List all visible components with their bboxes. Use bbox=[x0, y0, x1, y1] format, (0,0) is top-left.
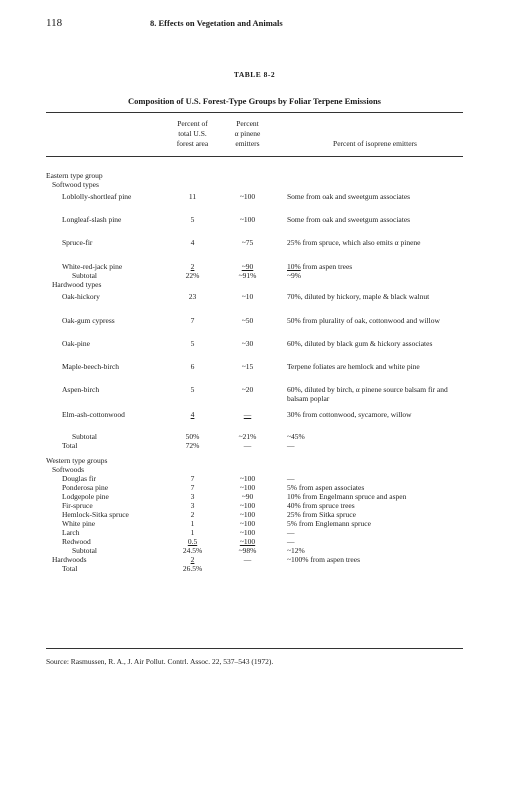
header-line: α pinene bbox=[234, 129, 261, 138]
cell-isoprene: 5% from Englemann spruce bbox=[287, 519, 371, 528]
row-label: White-red-jack pine bbox=[62, 262, 123, 271]
cell-forest-area: 2 bbox=[190, 510, 195, 519]
cell-alpha-pinene: ~100 bbox=[239, 501, 256, 510]
row-label: Eastern type group bbox=[46, 171, 103, 180]
row-label: Longleaf-slash pine bbox=[62, 215, 122, 224]
cell-forest-area: 2 bbox=[190, 555, 195, 564]
cell-forest-area: 50% bbox=[185, 432, 200, 441]
row-label: Softwood types bbox=[52, 180, 99, 189]
cell-isoprene: ~9% bbox=[287, 271, 302, 280]
cell-forest-area: 4 bbox=[190, 238, 195, 247]
running-head: 8. Effects on Vegetation and Animals bbox=[150, 18, 283, 28]
header-rule bbox=[46, 156, 463, 157]
cell-isoprene: Some from oak and sweetgum associates bbox=[287, 192, 411, 201]
cell-isoprene: ~100% from aspen trees bbox=[287, 555, 360, 564]
cell-forest-area: 1 bbox=[190, 519, 195, 528]
cell-isoprene: 30% from cottonwood, sycamore, willow bbox=[287, 410, 412, 419]
cell-alpha-pinene: — bbox=[243, 410, 252, 419]
row-label: Spruce-fir bbox=[62, 238, 93, 247]
table-title: Composition of U.S. Forest-Type Groups by Foliar Terpene Emissions bbox=[128, 96, 381, 106]
row-label: Hardwood types bbox=[52, 280, 102, 289]
cell-forest-area: 1 bbox=[190, 528, 195, 537]
row-label: Total bbox=[62, 441, 78, 450]
table-bottom-rule bbox=[46, 648, 463, 649]
row-label: Larch bbox=[62, 528, 80, 537]
cell-isoprene: 60%, diluted by black gum & hickory associates bbox=[287, 339, 433, 348]
cell-isoprene: 10% from Engelmann spruce and aspen bbox=[287, 492, 407, 501]
row-label: Lodgepole pine bbox=[62, 492, 109, 501]
cell-forest-area: 22% bbox=[185, 271, 200, 280]
row-label: Softwoods bbox=[52, 465, 85, 474]
cell-forest-area: 72% bbox=[185, 441, 200, 450]
row-label: Subtotal bbox=[72, 546, 98, 555]
cell-alpha-pinene: ~100 bbox=[239, 483, 256, 492]
cell-alpha-pinene: ~10 bbox=[241, 292, 254, 301]
cell-forest-area: 24.5% bbox=[182, 546, 203, 555]
row-label: Loblolly-shortleaf pine bbox=[62, 192, 132, 201]
row-label: Redwood bbox=[62, 537, 91, 546]
header-line: forest area bbox=[176, 139, 209, 148]
row-label: Total bbox=[62, 564, 78, 573]
cell-isoprene: Terpene foliates are hemlock and white pine bbox=[287, 362, 420, 371]
cell-isoprene: — bbox=[287, 441, 295, 450]
cell-alpha-pinene: ~15 bbox=[241, 362, 254, 371]
cell-isoprene: — bbox=[287, 528, 295, 537]
row-label: White pine bbox=[62, 519, 96, 528]
row-label: Oak-gum cypress bbox=[62, 316, 115, 325]
cell-alpha-pinene: — bbox=[243, 555, 252, 564]
cell-forest-area: 3 bbox=[190, 501, 195, 510]
cell-alpha-pinene: ~100 bbox=[239, 192, 256, 201]
cell-alpha-pinene: ~20 bbox=[241, 385, 254, 394]
row-label: Subtotal bbox=[72, 271, 98, 280]
cell-forest-area: 11 bbox=[188, 192, 197, 201]
header-line: total U.S. bbox=[178, 129, 207, 138]
row-label: Western type groups bbox=[46, 456, 108, 465]
cell-isoprene: 70%, diluted by hickory, maple & black walnut bbox=[287, 292, 430, 301]
row-label: Hardwoods bbox=[52, 555, 87, 564]
cell-alpha-pinene: ~90 bbox=[241, 262, 254, 271]
row-label: Aspen-birch bbox=[62, 385, 100, 394]
cell-forest-area: 7 bbox=[190, 316, 195, 325]
row-label: Maple-beech-birch bbox=[62, 362, 120, 371]
table-top-rule bbox=[46, 112, 463, 113]
cell-isoprene: — bbox=[287, 474, 295, 483]
header-line: Percent bbox=[236, 119, 259, 128]
cell-isoprene: 40% from spruce trees bbox=[287, 501, 355, 510]
cell-isoprene: 25% from Sitka spruce bbox=[287, 510, 356, 519]
cell-alpha-pinene: ~100 bbox=[239, 215, 256, 224]
cell-alpha-pinene: ~100 bbox=[239, 528, 256, 537]
cell-alpha-pinene: ~30 bbox=[241, 339, 254, 348]
row-label: Oak-hickory bbox=[62, 292, 100, 301]
cell-isoprene: ~12% bbox=[287, 546, 305, 555]
cell-forest-area: 4 bbox=[190, 410, 195, 419]
cell-alpha-pinene: ~100 bbox=[239, 537, 256, 546]
header-alpha-pinene bbox=[225, 119, 270, 149]
cell-forest-area: 7 bbox=[190, 474, 195, 483]
row-label: Oak-pine bbox=[62, 339, 90, 348]
row-label: Ponderosa pine bbox=[62, 483, 109, 492]
cell-forest-area: 23 bbox=[188, 292, 197, 301]
row-label: Hemlock-Sitka spruce bbox=[62, 510, 129, 519]
cell-alpha-pinene: ~100 bbox=[239, 474, 256, 483]
row-label: Douglas fir bbox=[62, 474, 96, 483]
cell-isoprene: 50% from plurality of oak, cottonwood and willow bbox=[287, 316, 440, 325]
cell-forest-area: 5 bbox=[190, 385, 195, 394]
cell-alpha-pinene: ~100 bbox=[239, 510, 256, 519]
cell-forest-area: 5 bbox=[190, 215, 195, 224]
cell-isoprene: 10% from aspen trees bbox=[287, 262, 353, 271]
source-note: Source: Rasmussen, R. A., J. Air Pollut. Contrl. Assoc. 22, 537–543 (1972). bbox=[46, 657, 274, 666]
row-label: Elm-ash-cottonwood bbox=[62, 410, 125, 419]
cell-forest-area: 6 bbox=[190, 362, 195, 371]
table-label: TABLE 8-2 bbox=[233, 70, 276, 79]
cell-isoprene: 5% from aspen associates bbox=[287, 483, 365, 492]
cell-isoprene: 25% from spruce, which also emits α pinene bbox=[287, 238, 421, 247]
cell-alpha-pinene: ~90 bbox=[241, 492, 254, 501]
cell-isoprene: Some from oak and sweetgum associates bbox=[287, 215, 411, 224]
cell-alpha-pinene: ~91% bbox=[238, 271, 257, 280]
cell-alpha-pinene: ~100 bbox=[239, 519, 256, 528]
cell-isoprene: — bbox=[287, 537, 295, 546]
cell-forest-area: 2 bbox=[190, 262, 195, 271]
cell-alpha-pinene: ~50 bbox=[241, 316, 254, 325]
cell-alpha-pinene: ~21% bbox=[238, 432, 257, 441]
header-line: Percent of bbox=[177, 119, 208, 128]
cell-forest-area: 5 bbox=[190, 339, 195, 348]
row-label: Subtotal bbox=[72, 432, 98, 441]
cell-alpha-pinene: — bbox=[243, 441, 252, 450]
cell-forest-area: 7 bbox=[190, 483, 195, 492]
cell-alpha-pinene: ~98% bbox=[238, 546, 257, 555]
header-percent-forest-area bbox=[165, 119, 220, 149]
row-label: Fir-spruce bbox=[62, 501, 93, 510]
cell-forest-area: 0.5 bbox=[187, 537, 198, 546]
page-number: 118 bbox=[46, 17, 63, 29]
header-isoprene: Percent of isoprene emitters bbox=[333, 139, 417, 148]
header-line: emitters bbox=[235, 139, 260, 148]
cell-alpha-pinene: ~75 bbox=[241, 238, 254, 247]
cell-forest-area: 26.5% bbox=[182, 564, 203, 573]
cell-isoprene: ~45% bbox=[287, 432, 305, 441]
cell-forest-area: 3 bbox=[190, 492, 195, 501]
cell-isoprene: 60%, diluted by birch, α pinene source balsam fir and balsam poplar bbox=[287, 385, 448, 403]
